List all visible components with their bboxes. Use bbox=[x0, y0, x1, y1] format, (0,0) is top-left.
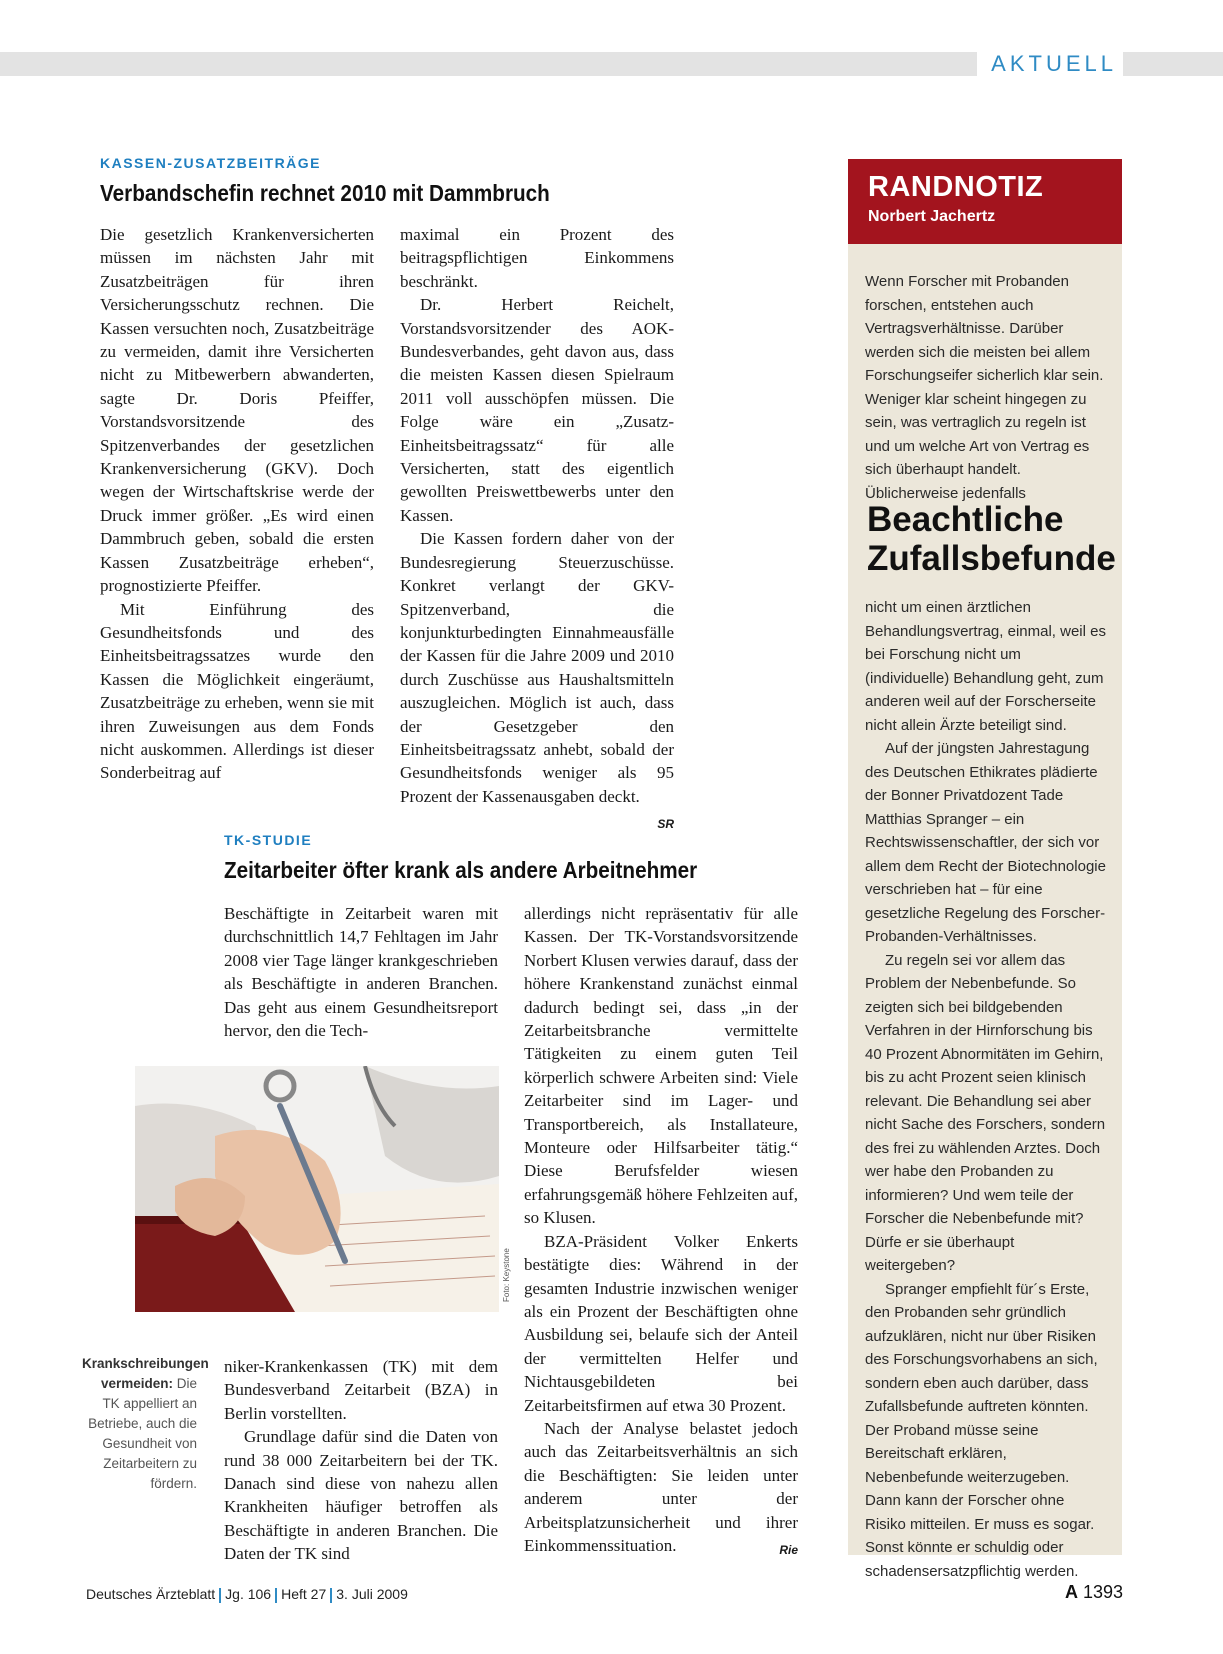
article1-column-2 bbox=[400, 223, 674, 837]
page-number-value: 1393 bbox=[1082, 1582, 1123, 1602]
randnotiz-author: Norbert Jachertz bbox=[868, 208, 996, 225]
page-prefix: A bbox=[1064, 1582, 1078, 1602]
paragraph: Die gesetzlich Krankenversicherten müssen im nächsten Jahr mit Zusatzbeiträgen für ihren Versicherungsschutz rechnen. Die Kassen versuchten noch, Zusatzbeiträge zu vermeiden, damit ihre Versicherten nicht zu Mitbewerbern abwanderten, sagte Dr. Doris Pfeiffer, Vorstandsvorsitzende des Spitzenverbandes der gesetzlichen Krankenversicherung (GKV). Doch wegen der Wirtschaftskrise werde der Druck immer größer. „Es wird einen Dammbruch geben, sobald die ersten Kassen Zusatzbeiträge erheben“, prognostizierte Pfeiffer. bbox=[100, 225, 374, 596]
paragraph-text: Die Kassen fordern daher von der Bundesregierung Steuerzuschüsse. Konkret verlangt der GKV-Spitzenverband, die konjunkturbedingten Einnahmeausfälle der Kassen für die Jahre 2009 und 2010 durch Zuschüsse aus Haushaltsmitteln auszugleichen. Möglich ist auch, dass der Gesetzgeber den Einheitsbeitragssatz anhebt, sobald der Gesundheitsfonds weniger als 95 Prozent der Kassenausgaben deckt. bbox=[400, 529, 674, 806]
photo-caption bbox=[82, 1354, 209, 1494]
paragraph: Wenn Forscher mit Probanden forschen, entstehen auch Vertragsverhältnisse. Darüber werden sich die meisten bei allem Forschungseifer sicherlich klar sein. Weniger klar scheint hingegen zu sein, was vertraglich zu regeln ist und um welche Art von Vertrag es sich überhaupt handelt. Üblicherweise jedenfalls bbox=[865, 273, 1104, 502]
paragraph: allerdings nicht repräsentativ für alle Kassen. Der TK-Vorstandsvorsitzende Norbert Klusen verwies darauf, dass der höhere Krankenstand zunächst einmal dadurch bedingt sei, dass „in der Zeitarbeitsbranche vermittelte Tätigkeiten zu einem guten Teil körperlich schwere Arbeiten sind: Viele Zeitarbeiter sind im Lager- und Transportbereich, als Installateure, Monteure oder Hilfsarbeiter tätig.“ Diese Berufsfelder wiesen erfahrungsgemäß höhere Fehlzeiten auf, so Klusen. bbox=[524, 904, 798, 1228]
article1-kicker: KASSEN-ZUSATZBEITRÄGE bbox=[100, 155, 322, 171]
article1-headline: Verbandschefin rechnet 2010 mit Dammbruch bbox=[100, 180, 550, 206]
article2-headline: Zeitarbeiter öfter krank als andere Arbeitnehmer bbox=[224, 857, 698, 883]
paragraph: Beschäftigte in Zeitarbeit waren mit durchschnittlich 14,7 Fehltagen im Jahr 2008 vier Tage länger krankgeschrieben als Beschäftigte in anderen Branchen. Das geht aus einem Gesundheitsreport hervor, den die Tech- bbox=[224, 904, 498, 1041]
paragraph bbox=[400, 527, 674, 832]
paragraph: Zu regeln sei vor allem das Problem der Nebenbefunde. So zeigten sich bei bildgebenden Verfahren in der Hirnforschung bis 40 Prozent Abnormitäten im Gehirn, bis zu acht Prozent seien klinisch relevant. Die Behandlung sei aber nicht Sache des Forschers, sondern des frei zu wählenden Arztes. Doch wer habe den Probanden zu informieren? Und wem teile der Forscher die Nebenbefunde mit? Dürfe er sie überhaupt weitergeben? bbox=[865, 951, 1106, 1274]
paragraph: Grundlage dafür sind die Daten von rund 38 000 Zeitarbeitern bei der TK. Danach sind diese von nahezu allen Krankheiten häufiger betroffen als Beschäftigte in anderen Branchen. Die Daten der TK sind bbox=[224, 1427, 498, 1564]
randnotiz-body bbox=[865, 596, 1107, 1583]
footer bbox=[86, 1586, 408, 1603]
journal-date: 3. Juli 2009 bbox=[336, 1586, 408, 1602]
paragraph: maximal ein Prozent des beitragspflichtigen Einkommens beschränkt. bbox=[400, 225, 674, 291]
journal-name: Deutsches Ärzteblatt bbox=[86, 1586, 216, 1602]
randnotiz-header bbox=[848, 159, 1122, 244]
journal-issue: Heft 27 bbox=[281, 1586, 327, 1602]
randnotiz-big-title bbox=[867, 500, 1117, 578]
article2-kicker: TK-STUDIE bbox=[224, 832, 313, 848]
caption-bold: Krankschreibungen vermeiden: bbox=[82, 1356, 209, 1391]
doctor-photo bbox=[135, 1066, 499, 1312]
paragraph: Spranger empfiehlt für´s Erste, den Probanden sehr gründlich aufzuklären, nicht nur über Risiken des Forschungsvorhabens an sich, sondern eben auch darüber, dass Zufallsbefunde auftreten könnten. Der Proband müsse seine Bereitschaft erklären, Nebenbefunde weiterzugeben. Dann kann der Forscher ohne Risiko mitteilen. Er muss es sogar. Sonst könnte er schuldig oder schadensersatzpflichtig werden. bbox=[865, 1280, 1098, 1580]
article2-column-1-top bbox=[224, 902, 498, 1042]
paragraph: BZA-Präsident Volker Enkerts bestätigte dies: Während in der gesamten Industrie inzwischen weniger als ein Prozent der Beschäftigten ohne Ausbildung sei, belaufe sich der Anteil der vermittelten Helfer und Nichtausgebildeten bei Zeitarbeitsfirmen auf etwa 30 Prozent. bbox=[524, 1231, 798, 1415]
article2-column-1-bottom bbox=[224, 1355, 498, 1566]
paragraph: niker-Krankenkassen (TK) mit dem Bundesverband Zeitarbeit (BZA) in Berlin vorstellten. bbox=[224, 1357, 498, 1423]
paragraph: Dr. Herbert Reichelt, Vorstandsvorsitzender des AOK-Bundesverbandes, geht davon aus, dass die meisten Kassen diesen Spielraum 2011 voll ausschöpfen müssen. Die Folge wäre ein „Zusatz-Einheitsbeitragssatz“ für alle Versicherten, statt des eigentlich gewollten Preiswettbewerbs unter den Kassen. bbox=[400, 295, 674, 525]
paragraph bbox=[524, 1417, 798, 1557]
randnotiz-intro bbox=[865, 270, 1107, 505]
caption-text: Die TK appelliert an Betriebe, auch die Gesundheit von Zeitarbeitern zu fördern. bbox=[88, 1376, 197, 1491]
section-label: AKTUELL bbox=[977, 50, 1123, 78]
paragraph: Mit Einführung des Gesundheitsfonds und des Einheitsbeitragssatzes wurde den Kassen die Möglichkeit eingeräumt, Zusatzbeiträge zu erheben, wenn sie mit ihren Zuweisungen aus dem Fonds nicht auskommen. Allerdings ist dieser Sonderbeitrag auf bbox=[100, 599, 374, 783]
randnotiz-title: RANDNOTIZ bbox=[868, 171, 1044, 203]
page-number bbox=[1065, 1582, 1123, 1603]
doctor-writing-illustration bbox=[135, 1066, 499, 1312]
author-signature: SR bbox=[657, 817, 674, 832]
separator bbox=[219, 1588, 221, 1603]
article1-column-1 bbox=[100, 223, 374, 785]
big-title-line: Beachtliche bbox=[867, 500, 1064, 539]
article2-column-2 bbox=[524, 902, 798, 1562]
author-signature: Rie bbox=[779, 1542, 798, 1557]
paragraph: nicht um einen ärztlichen Behandlungsvertrag, einmal, weil es bei Forschung nicht um (individuelle) Behandlung geht, zum anderen weil auf der Forscherseite nicht allein Ärzte beteiligt sind. bbox=[865, 599, 1106, 734]
big-title-line: Zufallsbefunde bbox=[867, 539, 1116, 578]
paragraph: Auf der jüngsten Jahrestagung des Deutschen Ethikrates plädierte der Bonner Privatdozent Tade Matthias Spranger – ein Rechtswissenschaftler, der sich vor allem dem Recht der Biotechnologie verschrieben hat – für eine gesetzliche Regelung des Forscher-Probanden-Verhältnisses. bbox=[865, 740, 1106, 945]
paragraph-text: Nach der Analyse belastet jedoch auch das Zeitarbeitsverhältnis an sich die Beschäftigten: Sie leiden unter anderem unter der Arbeitsplatzunsicherheit und ihrer Einkommenssituation. bbox=[524, 1418, 798, 1555]
separator bbox=[330, 1588, 332, 1603]
separator bbox=[275, 1588, 277, 1603]
journal-volume: Jg. 106 bbox=[225, 1586, 272, 1602]
photo-credit: Foto: Keystone bbox=[502, 1248, 511, 1302]
